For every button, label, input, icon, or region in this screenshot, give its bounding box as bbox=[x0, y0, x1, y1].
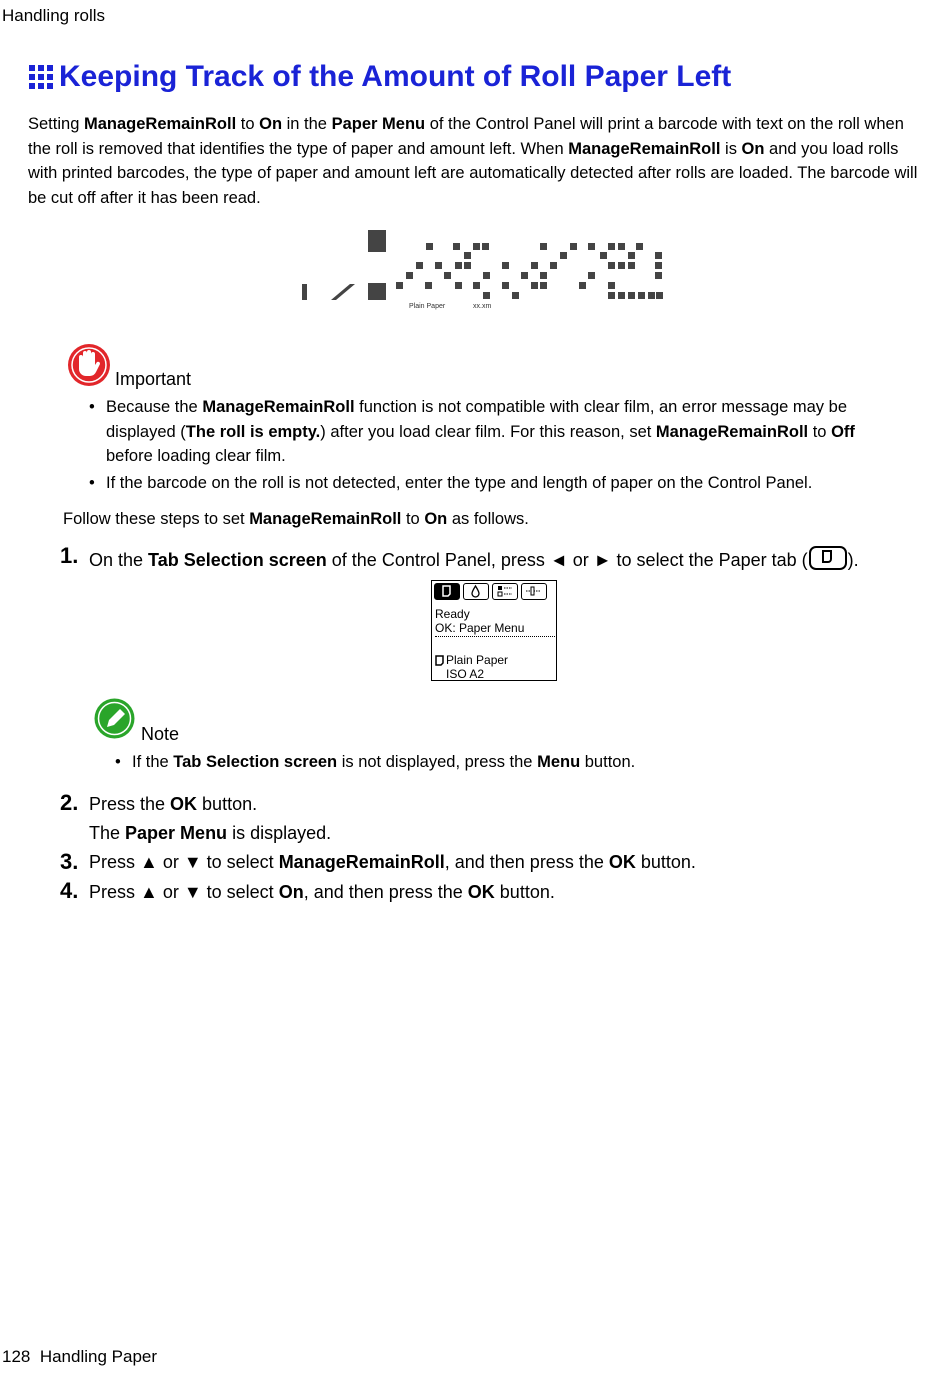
step-2-result: The Paper Menu is displayed. bbox=[89, 823, 332, 843]
lcd-paper-type: Plain Paper bbox=[446, 653, 509, 667]
lcd-paper-tab bbox=[434, 583, 460, 600]
list-item: • If the Tab Selection screen is not displayed, press the Menu button. bbox=[115, 750, 895, 775]
page-title-text: Keeping Track of the Amount of Roll Paper Left bbox=[59, 60, 732, 93]
grid-icon bbox=[28, 64, 54, 90]
lcd-paper-size: ISO A2 bbox=[446, 667, 485, 681]
barcode-amount-label: xx.xm bbox=[473, 303, 492, 310]
page-title bbox=[28, 60, 731, 94]
step-1-text: On the Tab Selection screen of the Control Panel, press ◄ or ► to select the Paper tab ( ). bbox=[89, 546, 859, 571]
step-4-number: 4. bbox=[60, 878, 79, 903]
page-number: 128 bbox=[2, 1347, 31, 1366]
step-3-number: 3. bbox=[60, 849, 79, 874]
running-header: Handling rolls bbox=[2, 6, 105, 25]
list-item: • Because the ManageRemainRoll function is not compatible with clear film, an error message may be displayed (The roll is empty.) after you load clear film. For this reason, set ManageRemainRoll to Off before loading clear film. bbox=[89, 395, 899, 469]
important-label: Important bbox=[115, 369, 192, 389]
intro-paragraph: Setting ManageRemainRoll to On in the Paper Menu of the Control Panel will print a barcode with text on the roll when the roll is removed that identifies the type of paper and amount left. When ManageRemainRoll is On and you load rolls with printed barcodes, the type of paper and amount left are automatically detected after rolls are loaded. The barcode will be cut off after it has been read. bbox=[28, 115, 918, 207]
lcd-status: Ready bbox=[435, 607, 470, 621]
note-list bbox=[115, 750, 895, 777]
step-3-text: Press ▲ or ▼ to select ManageRemainRoll, and then press the OK button. bbox=[89, 852, 696, 872]
important-list bbox=[89, 395, 899, 497]
paper-tab-icon bbox=[809, 546, 847, 570]
lcd-divider bbox=[435, 636, 555, 637]
page-footer bbox=[2, 1347, 157, 1367]
follow-steps-text: Follow these steps to set ManageRemainRoll to On as follows. bbox=[63, 510, 529, 528]
step-4-text: Press ▲ or ▼ to select On, and then press the OK button. bbox=[89, 882, 555, 902]
important-hand-icon bbox=[66, 342, 112, 388]
lcd-job-tab bbox=[492, 583, 518, 600]
step-1-number: 1. bbox=[60, 543, 79, 568]
barcode-paper-label: Plain Paper bbox=[409, 303, 446, 310]
footer-section: Handling Paper bbox=[39, 1347, 158, 1366]
lcd-settings-tab bbox=[521, 583, 547, 600]
note-pencil-icon bbox=[93, 697, 136, 740]
list-item: • If the barcode on the roll is not detected, enter the type and length of paper on the Control Panel. bbox=[89, 471, 899, 496]
note-label: Note bbox=[141, 724, 180, 744]
lcd-hint: OK: Paper Menu bbox=[435, 621, 525, 635]
step-2-number: 2. bbox=[60, 790, 79, 815]
step-2-text: Press the OK button. bbox=[89, 794, 258, 814]
barcode-illustration bbox=[298, 226, 668, 312]
control-panel-lcd bbox=[431, 580, 557, 681]
lcd-paper-icon bbox=[435, 655, 444, 666]
lcd-ink-tab bbox=[463, 583, 489, 600]
